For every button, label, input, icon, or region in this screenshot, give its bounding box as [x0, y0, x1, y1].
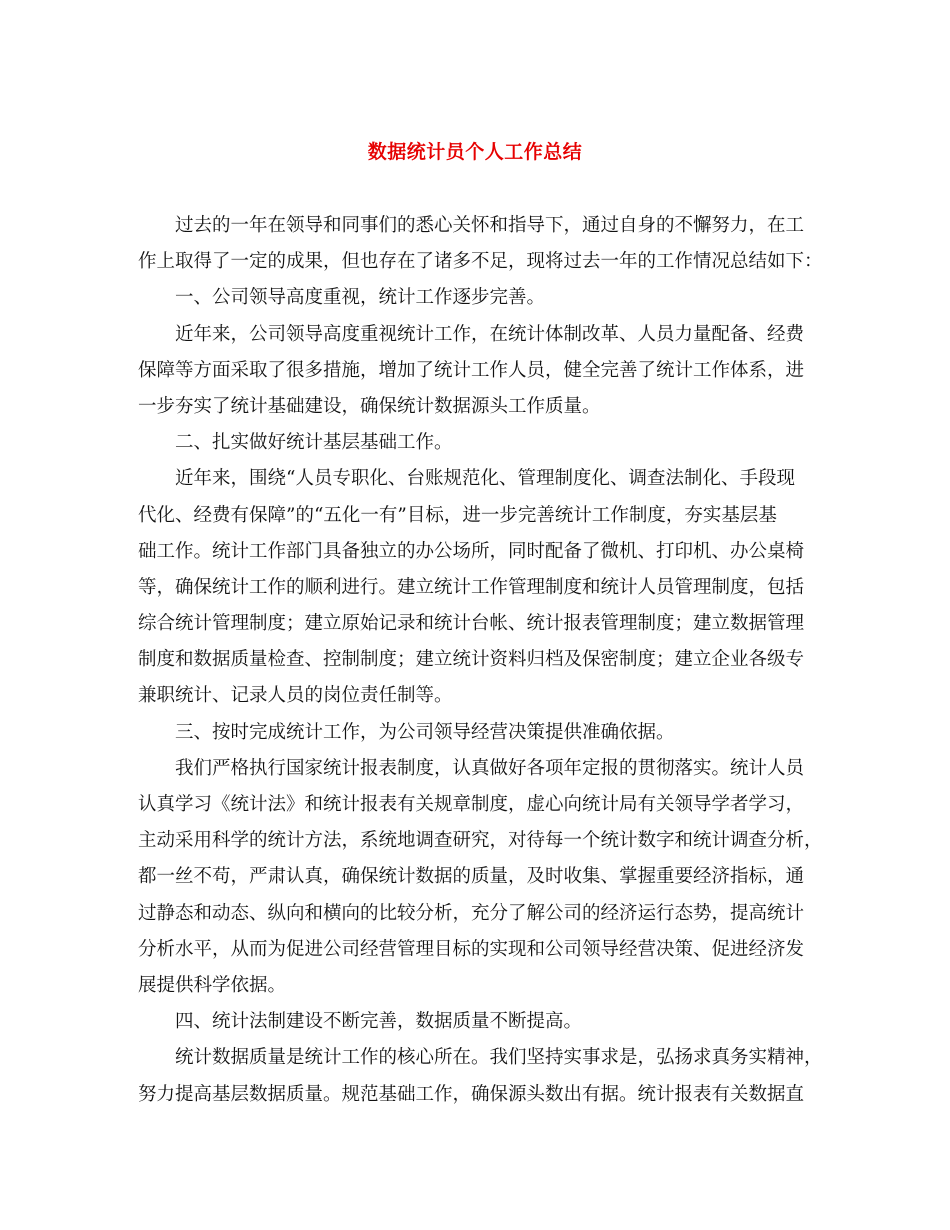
body-text-line: 近年来，围绕“人员专职化、台账规范化、管理制度化、调查法制化、手段现 — [175, 468, 795, 490]
document-title: 数据统计员个人工作总结 — [367, 141, 583, 163]
body-text-line: 础工作。统计工作部门具备独立的办公场所，同时配备了微机、打印机、办公桌椅 — [138, 540, 805, 562]
body-text-line: 展提供科学依据。 — [138, 974, 287, 996]
body-text-line: 过去的一年在领导和同事们的悉心关怀和指导下，通过自身的不懈努力，在工 — [175, 215, 805, 236]
body-text-line: 四、统计法制建设不断完善，数据质量不断提高。 — [175, 1011, 583, 1033]
body-text-line: 近年来，公司领导高度重视统计工作，在统计体制改革、人员力量配备、经费 — [175, 323, 805, 345]
body-text-line: 二、扎实做好统计基层基础工作。 — [175, 432, 453, 454]
body-text-line: 代化、经费有保障”的“五化一有”目标，进一步完善统计工作制度，夯实基层基 — [138, 504, 777, 526]
body-text-line: 一步夯实了统计基础建设，确保统计数据源头工作质量。 — [138, 395, 601, 417]
document-body — [138, 208, 821, 1113]
body-text-line: 分析水平，从而为促进公司经营管理目标的实现和公司领导经营决策、促进经济发 — [138, 938, 805, 960]
body-text-line: 认真学习《统计法》和统计报表有关规章制度，虚心向统计局有关领导学者学习， — [138, 794, 805, 815]
body-text-line: 保障等方面采取了很多措施，增加了统计工作人员，健全完善了统计工作体系，进 — [138, 359, 805, 381]
body-text-line: 一、公司领导高度重视，统计工作逐步完善。 — [175, 287, 546, 309]
body-text-line: 等，确保统计工作的顺利进行。建立统计工作管理制度和统计人员管理制度，包括 — [138, 576, 805, 598]
body-text-line: 过静态和动态、纵向和横向的比较分析，充分了解公司的经济运行态势，提高统计 — [138, 902, 805, 924]
body-text-line: 主动采用科学的统计方法，系统地调查研究，对待每一个统计数字和统计调查分析， — [138, 830, 823, 852]
body-text-line: 兼职统计、记录人员的岗位责任制等。 — [138, 685, 453, 707]
body-text-line: 我们严格执行国家统计报表制度，认真做好各项年定报的贯彻落实。统计人员 — [175, 757, 805, 779]
body-text-line: 作上取得了一定的成果，但也存在了诸多不足，现将过去一年的工作情况总结如下： — [138, 251, 823, 273]
body-text-line: 综合统计管理制度；建立原始记录和统计台帐、统计报表管理制度；建立数据管理 — [138, 613, 805, 635]
body-text-line: 三、按时完成统计工作，为公司领导经营决策提供准确依据。 — [175, 721, 675, 743]
body-text-line: 统计数据质量是统计工作的核心所在。我们坚持实事求是，弘扬求真务实精神， — [175, 1047, 823, 1069]
body-text-line: 都一丝不苟，严肃认真，确保统计数据的质量，及时收集、掌握重要经济指标，通 — [138, 866, 805, 888]
body-text-line: 努力提高基层数据质量。规范基础工作，确保源头数出有据。统计报表有关数据直 — [138, 1083, 805, 1105]
body-text-line: 制度和数据质量检查、控制制度；建立统计资料归档及保密制度；建立企业各级专 — [138, 649, 805, 671]
